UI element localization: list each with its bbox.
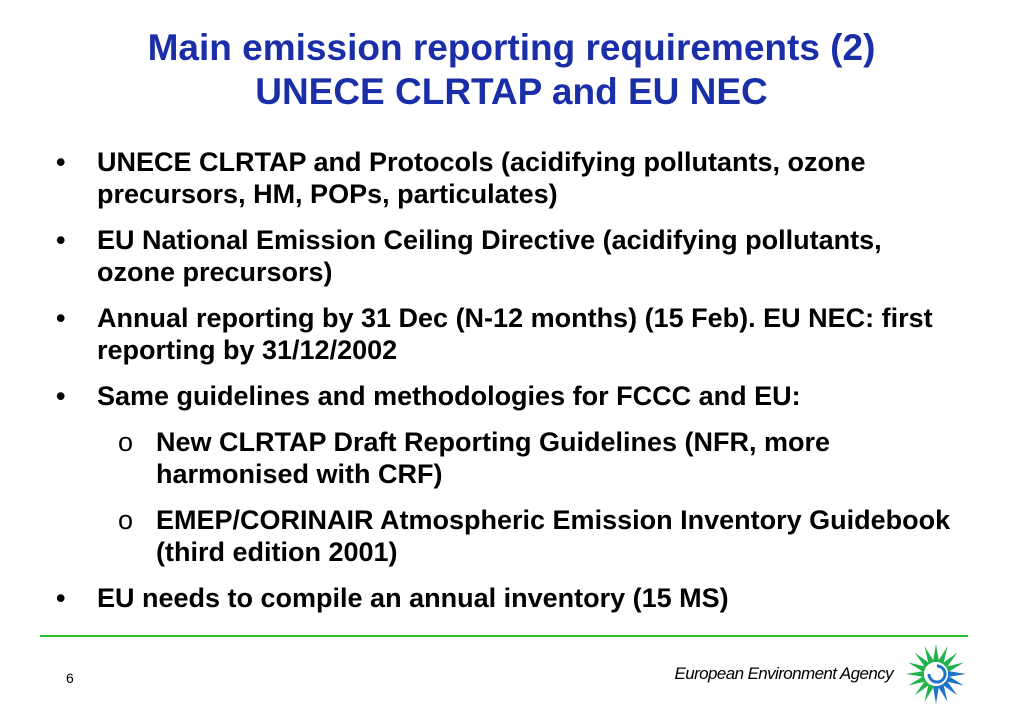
sub-bullet-item [0,504,956,568]
bullet-item [0,302,957,366]
sub-bullet-mark: o [118,505,134,535]
agency-name: European Environment Agency [674,664,893,683]
sub-bullet-mark: o [118,427,134,457]
bullet-item [0,146,957,210]
bullet-text: EU National Emission Ceiling Directive (acidifying pollutants, ozone precursors) [97,225,882,287]
bullet-mark: • [56,381,66,411]
slide-content [0,146,1023,628]
bullet-text: UNECE CLRTAP and Protocols (acidifying pollutants, ozone precursors, HM, POPs, particulates) [97,147,866,209]
sub-bullet-item [0,426,956,490]
bullet-mark: • [56,147,66,177]
slide-title [0,26,1023,114]
page-number: 6 [66,670,74,686]
sub-bullet-text: EMEP/CORINAIR Atmospheric Emission Inventory Guidebook (third edition 2001) [156,505,951,567]
title-line-1: Main emission reporting requirements (2) [147,27,876,68]
bullet-item [0,582,957,614]
bullet-item [0,224,957,288]
bullet-mark: • [56,583,66,613]
bullet-mark: • [56,303,66,333]
footer-divider [40,635,968,637]
bullet-text: Same guidelines and methodologies for FCCC and EU: [97,381,801,411]
bullet-text: Annual reporting by 31 Dec (N-12 months) (15 Feb). EU NEC: first reporting by 31/12/2002 [97,303,933,365]
bullet-mark: • [56,225,66,255]
sub-bullet-text: New CLRTAP Draft Reporting Guidelines (NFR, more harmonised with CRF) [156,427,831,489]
eea-logo-icon [902,640,970,708]
bullet-item [0,380,957,412]
title-line-2: UNECE CLRTAP and EU NEC [255,71,768,112]
bullet-text: EU needs to compile an annual inventory (15 MS) [97,583,729,613]
